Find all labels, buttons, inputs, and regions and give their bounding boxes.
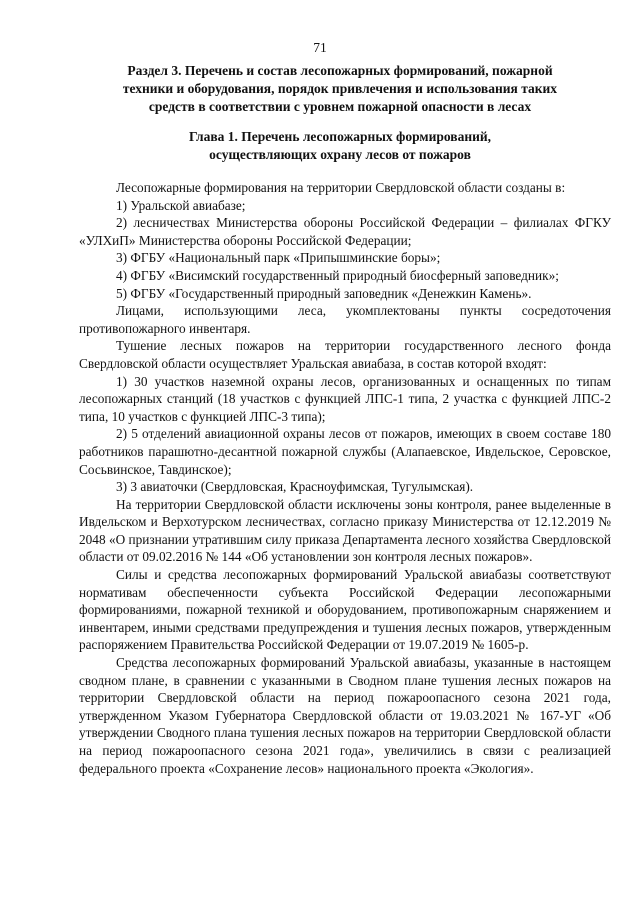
list-item: 2) 5 отделений авиационной охраны лесов от пожаров, имеющих в своем составе 180 работников парашютно-десантной пожарной службы (Алапаевское, Ивдельское, Серовское, Сосьвинское, Тавдинское); — [79, 426, 611, 477]
list-item: 1) 30 участков наземной охраны лесов, организованных и оснащенных по типам лесопожарных станций (18 участков с функцией ЛПС-1 типа, 2 участка с функцией ЛПС-2 типа, 10 участков с функцией ЛПС-3 типа); — [79, 373, 611, 424]
section-title-line: техники и оборудования, порядок привлечения и использования таких — [122, 81, 558, 96]
section-title-line: Раздел 3. Перечень и состав лесопожарных формирований, пожарной — [127, 63, 553, 78]
list-item: 3) 3 авиаточки (Свердловская, Красноуфимская, Тугулымская). — [116, 479, 474, 495]
list-item: 4) ФГБУ «Висимский государственный природный биосферный заповедник»; — [116, 267, 559, 283]
chapter-title — [90, 128, 590, 164]
chapter-title-line: Глава 1. Перечень лесопожарных формирований, — [188, 129, 492, 144]
chapter-title-line: осуществляющих охрану лесов от пожаров — [209, 147, 471, 162]
paragraph: Лицами, использующими леса, укомплектованы пункты сосредоточения противопожарного инвентаря. — [79, 303, 611, 336]
page-number: 71 — [313, 40, 327, 55]
paragraph-intro: Лесопожарные формирования на территории Свердловской области созданы в: — [116, 180, 566, 195]
list-item: 1) Уральской авиабазе; — [116, 197, 246, 213]
section-title-line: средств в соответствии с уровнем пожарной опасности в лесах — [148, 99, 532, 114]
list-item: 2) лесничествах Министерства обороны Российской Федерации – филиалах ФГКУ «УЛХиП» Министерства обороны Российской Федерации; — [79, 215, 611, 248]
list-item: 3) ФГБУ «Национальный парк «Припышминские боры»; — [116, 250, 441, 266]
paragraph: На территории Свердловской области исключены зоны контроля, ранее выделенные в Ивдельском и Верхотурском лесничествах, согласно приказу Министерства от 12.12.2019 № 2048 «О признании утратившим силу приказа Департамента лесного хозяйства Свердловской области от 09.02.2016 № 144 «Об установлении зон контроля лесных пожаров». — [79, 496, 611, 565]
paragraph: Силы и средства лесопожарных формирований Уральской авиабазы соответствуют нормативам обеспеченности субъекта Российской Федерации лесопожарными формированиями, пожарной техникой и оборудованием, противопожарным снаряжением и инвентарем, иными средствами предупреждения и тушения лесных пожаров, утвержденным распоряжением Правительства Российской Федерации от 19.07.2019 № 1605-р. — [79, 567, 611, 653]
section-title — [90, 62, 590, 116]
paragraph: Тушение лесных пожаров на территории государственного лесного фонда Свердловской области осуществляет Уральская авиабаза, в состав которой входят: — [79, 338, 611, 371]
list-item: 5) ФГБУ «Государственный природный заповедник «Денежкин Камень». — [116, 285, 532, 301]
document-body — [79, 179, 611, 777]
paragraph: Средства лесопожарных формирований Уральской авиабазы, указанные в настоящем сводном плане, в сравнении с указанными в Сводном плане тушения лесных пожаров на территории Свердловской области на период пожароопасного сезона 2021 года, утвержденном Указом Губернатора Свердловской области от 19.03.2021 № 167-УГ «Об утверждении Сводного плана тушения лесных пожаров на территории Свердловской области на период пожароопасного сезона 2021 года», увеличились в связи с реализацией федерального проекта «Сохранение лесов» национального проекта «Экология». — [79, 655, 611, 776]
